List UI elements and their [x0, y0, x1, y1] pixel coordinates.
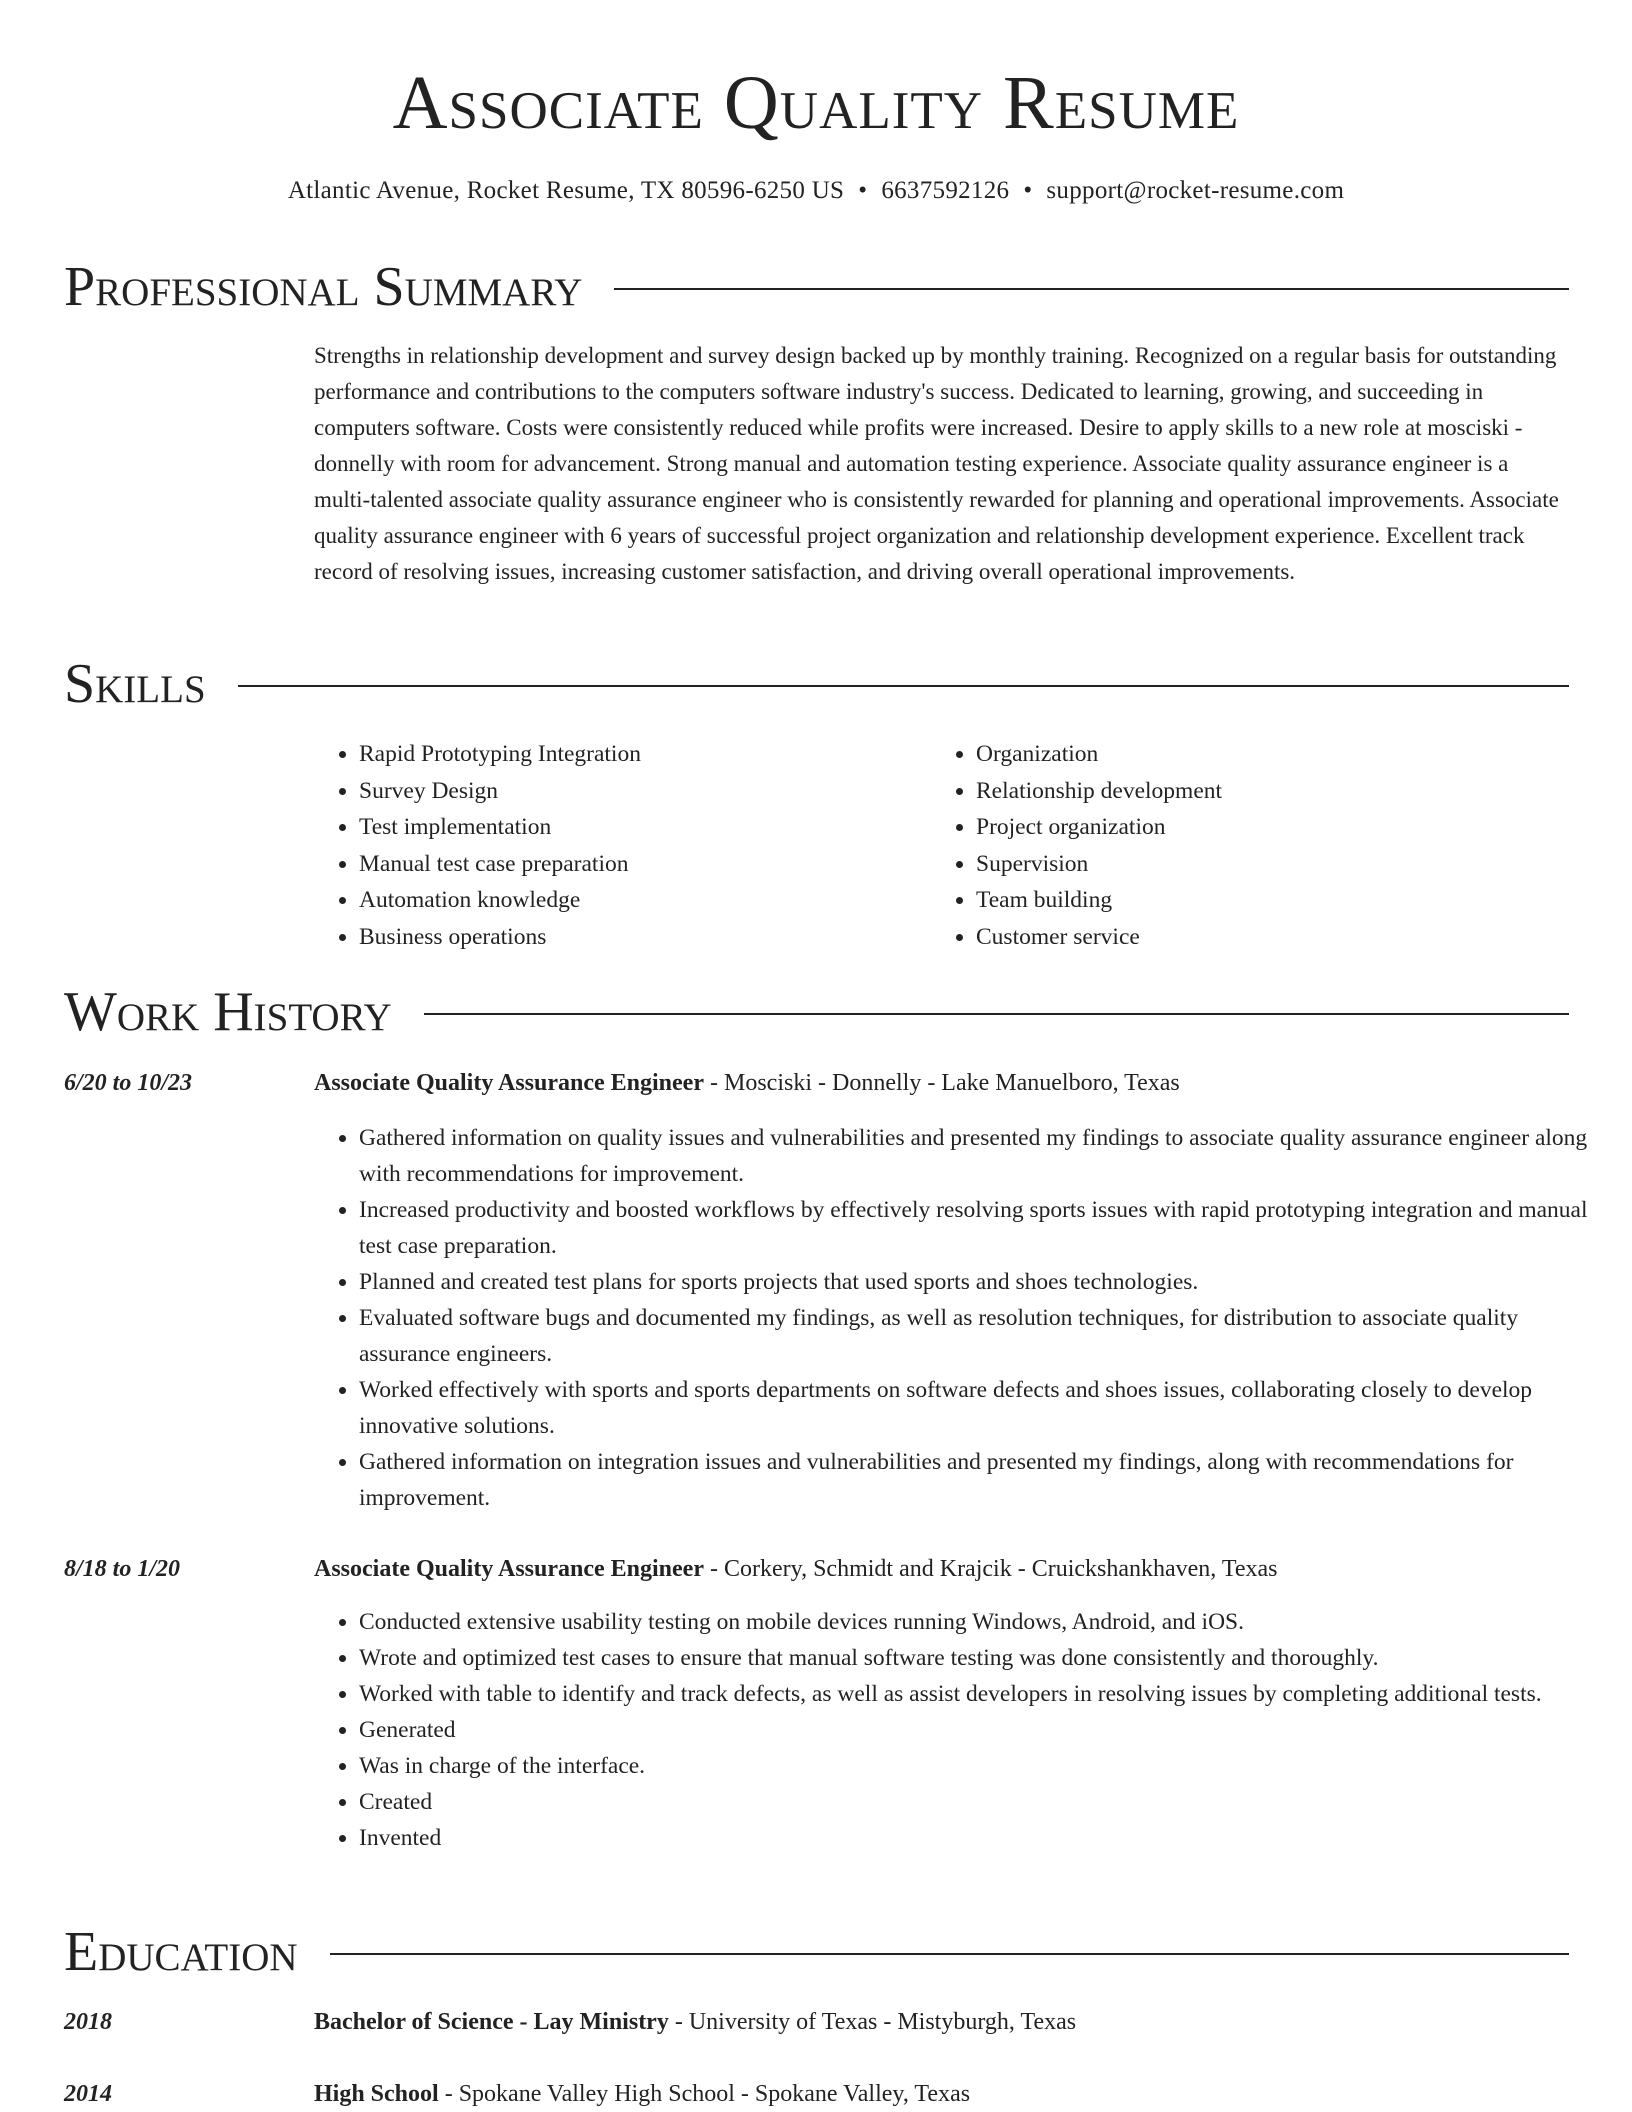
job-employer: - Mosciski - Donnelly - Lake Manuelboro, Texas [704, 1070, 1180, 1096]
skill-item: • Automation knowledge [359, 882, 919, 919]
duty-item: • Evaluated software bugs and documented my findings, as well as resolution techniques, for distribution to associate quality assurance engineers. [359, 1300, 1615, 1372]
job-employer: - Corkery, Schmidt and Krajcik - Cruickshankhaven, Texas [704, 1556, 1278, 1582]
job-title-line [314, 1067, 1574, 1099]
skill-item: • Supervision [976, 846, 1576, 883]
education-year: 2018 [64, 2009, 112, 2035]
skills-heading: Skills [64, 653, 206, 715]
education-school: - University of Texas - Mistyburgh, Texas [668, 2009, 1077, 2035]
education-section-header [64, 1920, 1569, 1984]
skill-item: • Manual test case preparation [359, 846, 919, 883]
job-role: Associate Quality Assurance Engineer [314, 1070, 704, 1096]
work-heading: Work History [64, 981, 392, 1043]
skill-item: • Rapid Prototyping Integration [359, 736, 919, 773]
skill-item: • Business operations [359, 919, 919, 956]
duty-item: • Worked effectively with sports and sports departments on software defects and shoes issues, collaborating closely to develop innovative solutions. [359, 1372, 1615, 1444]
job-dates: 8/18 to 1/20 [64, 1556, 181, 1582]
education-entry [314, 2078, 1574, 2110]
contact-line [0, 175, 1632, 207]
job-title-line [314, 1553, 1574, 1585]
section-divider [238, 685, 1569, 687]
skills-section-header [64, 652, 1569, 716]
education-school: - Spokane Valley High School - Spokane Valley, Texas [438, 2081, 971, 2107]
skill-item: • Relationship development [976, 773, 1576, 810]
contact-phone: 6637592126 [881, 177, 1010, 204]
job-dates: 6/20 to 10/23 [64, 1070, 193, 1096]
duty-item: • Increased productivity and boosted workflows by effectively resolving sports issues with rapid prototyping integration and manual test case preparation. [359, 1192, 1615, 1264]
section-divider [424, 1013, 1569, 1015]
skill-item: • Test implementation [359, 809, 919, 846]
skill-item: • Organization [976, 736, 1576, 773]
contact-email: support@rocket-resume.com [1046, 177, 1345, 204]
skill-item: • Team building [976, 882, 1576, 919]
job-duties-list [315, 1604, 1615, 1856]
skills-list-right [932, 736, 1576, 955]
summary-heading: Professional Summary [64, 256, 583, 318]
section-divider [330, 1953, 1569, 1955]
section-divider [614, 288, 1569, 290]
duty-item: • Invented [359, 1820, 1615, 1856]
skills-list-left [315, 736, 919, 955]
education-degree: High School [314, 2081, 439, 2107]
skill-item: • Customer service [976, 919, 1576, 956]
work-section-header [64, 980, 1569, 1044]
skill-item: • Survey Design [359, 773, 919, 810]
duty-item: • Gathered information on integration issues and vulnerabilities and presented my findings, along with recommendations for improvement. [359, 1444, 1615, 1516]
duty-item: • Gathered information on quality issues and vulnerabilities and presented my findings to associate quality assurance engineer along with recommendations for improvement. [359, 1120, 1615, 1192]
education-year: 2014 [64, 2081, 112, 2107]
contact-address: Atlantic Avenue, Rocket Resume, TX 80596-6250 US [287, 177, 845, 204]
contact-separator: • [858, 177, 868, 204]
summary-section-header [64, 255, 1569, 319]
education-heading: Education [64, 1921, 298, 1983]
education-entry [314, 2006, 1574, 2038]
duty-item: • Conducted extensive usability testing on mobile devices running Windows, Android, and iOS. [359, 1604, 1615, 1640]
skill-item: • Project organization [976, 809, 1576, 846]
duty-item: • Was in charge of the interface. [359, 1748, 1615, 1784]
duty-item: • Generated [359, 1712, 1615, 1748]
education-degree: Bachelor of Science - Lay Ministry [314, 2009, 669, 2035]
job-role: Associate Quality Assurance Engineer [314, 1556, 704, 1582]
duty-item: • Wrote and optimized test cases to ensure that manual software testing was done consistently and thoroughly. [359, 1640, 1615, 1676]
job-duties-list [315, 1120, 1615, 1516]
contact-separator: • [1023, 177, 1033, 204]
duty-item: • Planned and created test plans for sports projects that used sports and shoes technologies. [359, 1264, 1615, 1300]
resume-title: Associate Quality Resume [392, 61, 1240, 145]
summary-text: Strengths in relationship development and survey design backed up by monthly training. Recognized on a regular basis for outstanding performance and contributions to the computers software industry's success. Dedicated to learning, growing, and succeeding in computers software. Costs were consistently reduced while profits were increased. Desire to apply skills to a new role at mosciski - donnelly with room for advancement. Strong manual and automation testing experience. Associate quality assurance engineer is a multi-talented associate quality assurance engineer who is consistently rewarded for planning and operational improvements. Associate quality assurance engineer with 6 years of successful project organization and relationship development experience. Excellent track record of resolving issues, increasing customer satisfaction, and driving overall operational improvements. [314, 343, 1559, 584]
duty-item: • Worked with table to identify and track defects, as well as assist developers in resolving issues by completing additional tests. [359, 1676, 1615, 1712]
duty-item: • Created [359, 1784, 1615, 1820]
